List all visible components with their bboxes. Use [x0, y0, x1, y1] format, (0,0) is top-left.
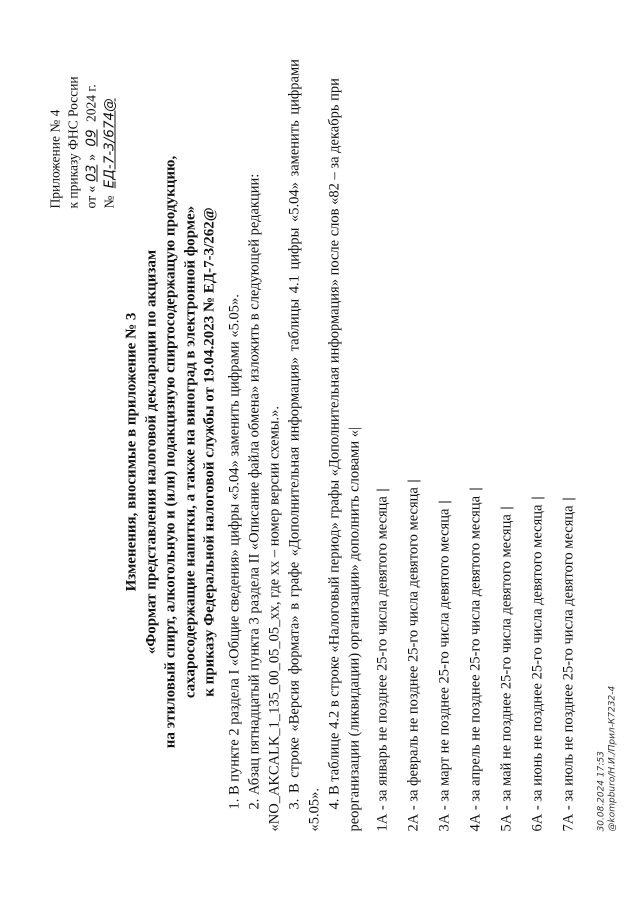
title-line: «Формат представления налоговой декларации по акцизам — [142, 249, 159, 654]
date-year: 2024 г. — [83, 83, 98, 122]
title-line: на этиловый спирт, алкогольную и (или) подакцизную спиртосодержащую продукцию, — [162, 155, 178, 748]
appendix-order-line: к приказу ФНС России — [65, 75, 80, 208]
title-line: сахаросодержащие напитки, а также на виноград в электронной форме» — [181, 205, 198, 698]
appendix-number-line — [100, 76, 118, 208]
paragraph-4-line-1: 4. В таблице 4.2 в строке «Налоговый период» графы «Дополнительная информация» после слов «82 – за декабрь при — [326, 77, 342, 809]
paragraph-3-line-1: 3. В строке «Версия формата» в графе «Дополнительная информация» таблицы 4.1 цифры «5.04» заменить цифрами — [286, 58, 302, 809]
list-item: 7А - за июль не позднее 25-го числа девятого месяца — [558, 498, 578, 831]
document-title — [122, 0, 220, 903]
appendix-line: Приложение № 4 — [47, 109, 62, 208]
list-item: 4А - за апрель не позднее 25-го числа девятого месяца — [465, 488, 485, 831]
handwritten-day: 03 — [83, 164, 99, 182]
stamp-datetime: 30.08.2024 17:53 — [596, 750, 606, 831]
list-item: 6А - за июнь не позднее 25-го числа девятого месяца — [527, 497, 547, 831]
paragraph-3-line-2: «5.05». — [306, 787, 322, 831]
paragraph-1: 1. В пункте 2 раздела I «Общие сведения» цифры «5.04» заменить цифрами «5.05». — [226, 293, 242, 809]
print-stamp — [596, 685, 618, 831]
paragraph-2: 2. Абзац пятнадцатый пункта 3 раздела II «Описание файла обмена» изложить в следующей редакции: — [246, 173, 262, 809]
stamp-path: @kompburo/Н.И./Прил-К7232-4 — [607, 685, 617, 831]
handwritten-number: ЕД-7-3/674@ — [101, 97, 117, 188]
paragraph-2-quote: «NO_AKCALK_1_135_00_05_05_xx, где xx – номер версии схемы.». — [266, 405, 282, 831]
handwritten-month: 09 — [83, 128, 99, 147]
title-line: Изменения, вносимые в приложение № 3 — [123, 312, 139, 591]
list-item: 2А - за февраль не позднее 25-го числа девятого месяца — [403, 480, 423, 831]
date-mid: » — [83, 150, 98, 161]
list-item: 5А - за май не позднее 25-го числа девятого месяца — [496, 507, 516, 831]
appendix-block — [46, 76, 118, 208]
title-line: к приказу Федеральной налоговой службы от 19.04.2023 № ЕД-7-3/262@ — [201, 206, 217, 697]
date-prefix: от « — [83, 185, 98, 208]
number-prefix: № — [101, 195, 116, 208]
list-item: 1А - за январь не позднее 25-го числа девятого месяца — [372, 489, 392, 831]
list-item: 3А - за март не позднее 25-го числа девятого месяца — [434, 501, 454, 831]
paragraph-4-line-2: реорганизации (ликвидации) организации» дополнить словами «| — [346, 426, 362, 831]
appendix-date-line — [82, 76, 100, 208]
